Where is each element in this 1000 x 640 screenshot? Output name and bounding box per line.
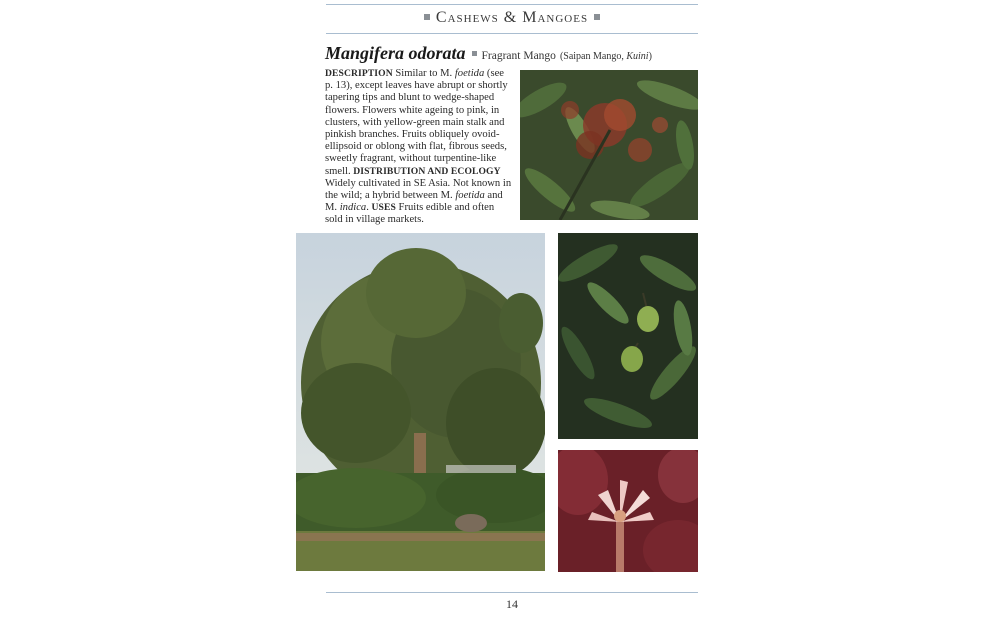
alt-name-italic: Kuini — [626, 51, 649, 62]
desc-text: Fruits edible and often sold in village markets. — [325, 202, 495, 226]
uses-heading: USES — [371, 202, 396, 214]
desc-text: Widely cultivated in SE Asia. Not known in the wild; a hybrid between M. — [325, 177, 512, 202]
alternative-names — [560, 51, 652, 62]
desc-italic: foetida — [455, 190, 485, 202]
alt-names-prefix: (Saipan Mango, — [559, 51, 627, 62]
square-separator-icon — [472, 51, 477, 56]
desc-text: . — [366, 202, 372, 214]
common-name: Fragrant Mango — [481, 50, 556, 62]
distribution-heading: DISTRIBUTION AND ECOLOGY — [353, 165, 501, 177]
footer-rule — [326, 592, 698, 593]
description-heading: DESCRIPTION — [325, 68, 393, 79]
desc-text: and M. — [325, 190, 503, 214]
photo-flowering-branches — [520, 70, 698, 220]
page-number: 14 — [506, 597, 518, 611]
desc-italic: foetida — [454, 68, 485, 79]
species-description — [325, 68, 513, 227]
photo-flower-closeup — [558, 450, 698, 572]
photo-fruits-on-branch — [558, 233, 698, 439]
desc-italic: indica — [339, 202, 367, 214]
photo-fragrant-mango-tree — [296, 233, 545, 571]
square-ornament-icon — [424, 14, 430, 20]
alt-names-suffix: ) — [648, 51, 652, 62]
scientific-name: Mangifera odorata — [325, 43, 466, 63]
header-top-rule — [326, 4, 698, 5]
section-title: Cashews & Mangoes — [435, 9, 589, 26]
header-bottom-rule — [326, 33, 698, 34]
section-header — [326, 9, 698, 31]
desc-text: (see p. 13), except leaves have abrupt or shortly tapering tips and blunt to wedge-shaped flowers. Flowers white ageing to pink, in clusters, with yellow-green main stalk and pinkish branches. Fruits obliquely ovoid-ellipsoid or oblong with flat, fibrous seeds, sweetly fragrant, without turpentine-like smell. — [325, 68, 508, 177]
square-ornament-icon — [594, 14, 600, 20]
species-heading — [325, 43, 705, 64]
desc-text: Similar to M. — [392, 68, 455, 79]
